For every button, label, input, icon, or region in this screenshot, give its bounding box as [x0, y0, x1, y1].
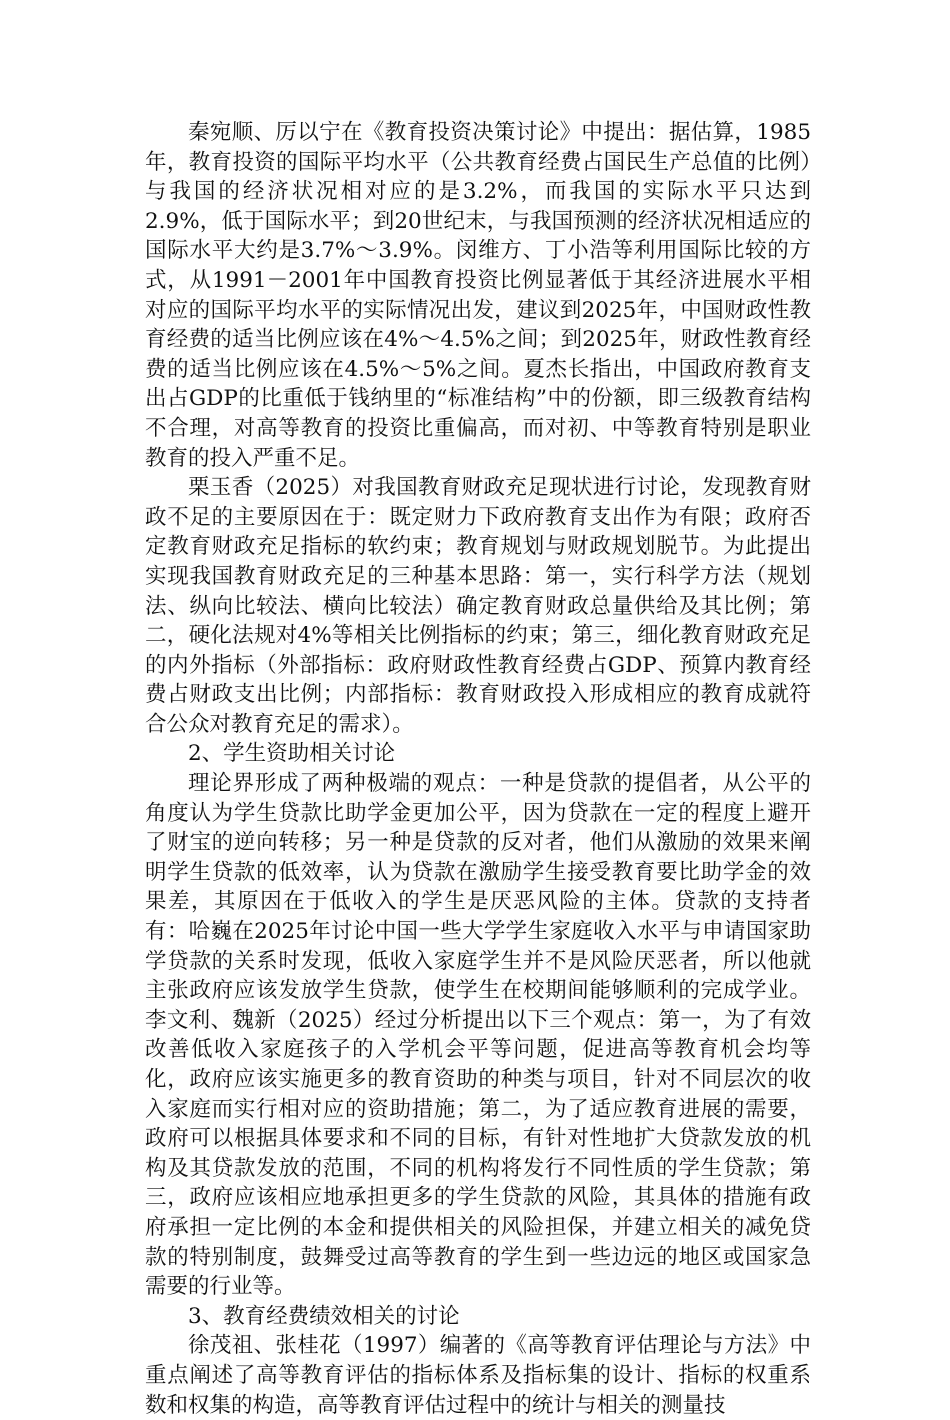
section-heading-funding-performance: 3、教育经费绩效相关的讨论 — [188, 1303, 460, 1329]
document-body — [145, 118, 811, 1420]
paragraph-fiscal-adequacy: 栗玉香（2025）对我国教育财政充足现状进行讨论，发现教育财政不足的主要原因在于：既定财力下政府教育支出作为有限；政府否定教育财政充足指标的软约束；教育规划与财政规划脱节。为此提出实现我国教育财政充足的三种基本思路：第一，实行科学方法（规划法、纵向比较法、横向比较法）确定教育财政总量供给及其比例；第二，硬化法规对4%等相关比例指标的约束；第三，细化教育财政充足的内外指标（外部指标：政府财政性教育经费占GDP、预算内教育经费占财政支出比例；内部指标：教育财政投入形成相应的教育成就符合公众对教育充足的需求）。 — [145, 475, 811, 737]
paragraph-student-loans: 理论界形成了两种极端的观点：一种是贷款的提倡者，从公平的角度认为学生贷款比助学金更加公平，因为贷款在一定的程度上避开了财宝的逆向转移；另一种是贷款的反对者，他们从激励的效果来阐明学生贷款的低效率，认为贷款在激励学生接受教育要比助学金的效果差，其原因在于低收入的学生是厌恶风险的主体。贷款的支持者有：哈巍在2025年讨论中国一些大学学生家庭收入水平与申请国家助学贷款的关系时发现，低收入家庭学生并不是风险厌恶者，所以他就主张政府应该发放学生贷款，使学生在校期间能够顺利的完成学业。李文利、魏新（2025）经过分析提出以下三个观点：第一，为了有效改善低收入家庭孩子的入学机会平等问题，促进高等教育机会均等化，政府应该实施更多的教育资助的种类与项目，针对不同层次的收入家庭而实行相对应的资助措施；第二，为了适应教育进展的需要，政府可以根据具体要求和不同的目标，有针对性地扩大贷款发放的机构及其贷款发放的范围，不同的机构将发行不同性质的学生贷款；第三，政府应该相应地承担更多的学生贷款的风险，其具体的措施有政府承担一定比例的本金和提供相关的风险担保，并建立相关的减免贷款的特别制度，鼓舞受过高等教育的学生到一些边远的地区或国家急需要的行业等。 — [145, 771, 811, 1300]
section-heading-student-aid: 2、学生资助相关讨论 — [188, 741, 396, 767]
paragraph-evaluation-methods: 徐茂祖、张桂花（1997）编著的《高等教育评估理论与方法》中重点阐述了高等教育评估的指标体系及指标集的设计、指标的权重系数和权集的构造，高等教育评估过程中的统计与相关的测量技 — [145, 1333, 811, 1418]
paragraph-education-investment-ratio: 秦宛顺、厉以宁在《教育投资决策讨论》中提出：据估算，1985年，教育投资的国际平均水平（公共教育经费占国民生产总值的比例）与我国的经济状况相对应的是3.2%，而我国的实际水平只达到2.9%，低于国际水平；到20世纪末，与我国预测的经济状况相适应的国际水平大约是3.7%～3.9%。闵维方、丁小浩等利用国际比较的方式，从1991－2001年中国教育投资比例显著低于其经济进展水平相对应的国际平均水平的实际情况出发，建议到2025年，中国财政性教育经费的适当比例应该在4%～4.5%之间；到2025年，财政性教育经费的适当比例应该在4.5%～5%之间。夏杰长指出，中国政府教育支出占GDP的比重低于钱纳里的“标准结构”中的份额，即三级教育结构不合理，对高等教育的投资比重偏高，而对初、中等教育特别是职业教育的投入严重不足。 — [145, 120, 811, 471]
